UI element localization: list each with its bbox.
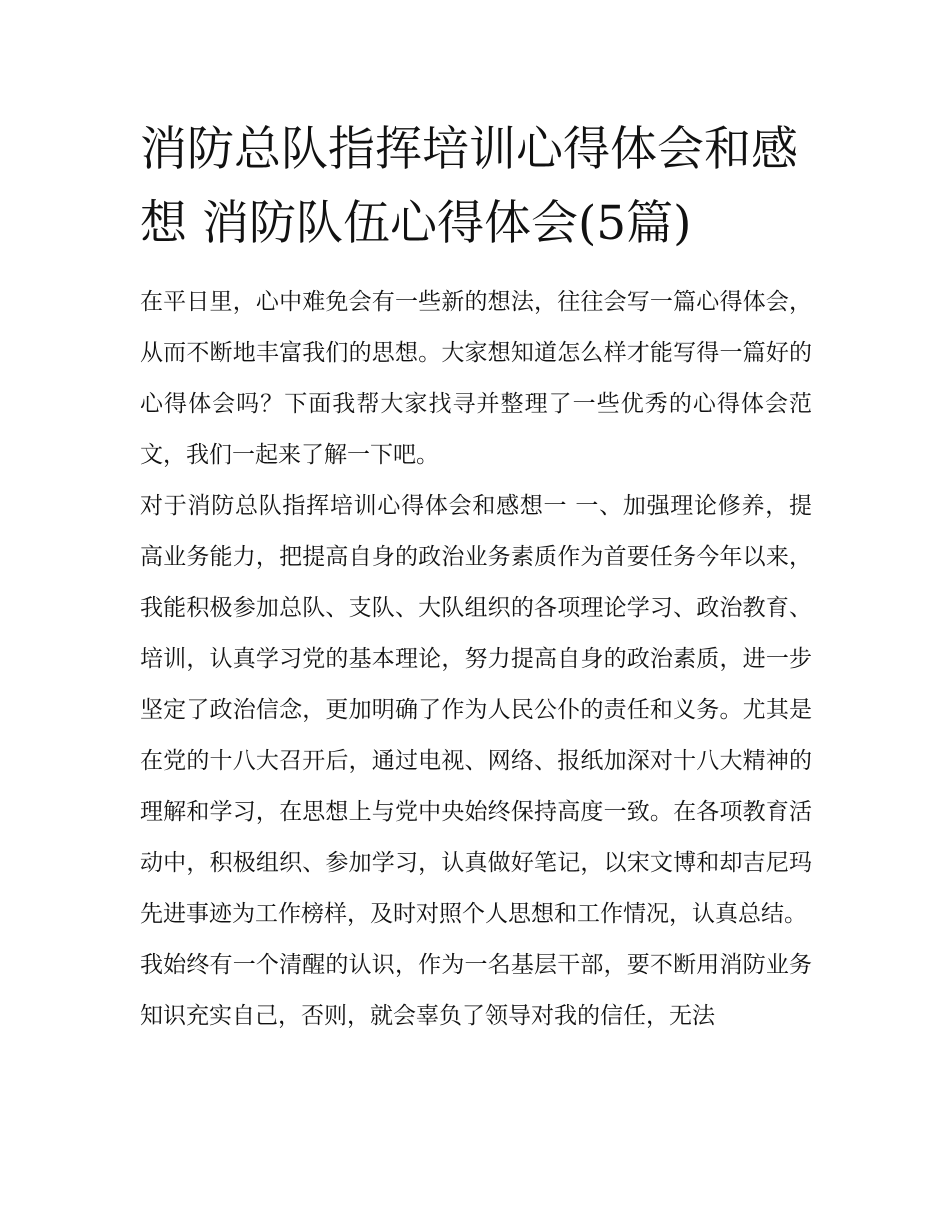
document-content — [140, 113, 812, 1042]
paragraph-continuation: 我始终有一个清醒的认识，作为一名基层干部，要不断用消防业务知识充实自己，否则，就会辜负了领导对我的信任，无法 — [140, 952, 812, 1029]
document-title: 消防总队指挥培训心得体会和感想 消防队伍心得体会(5篇) — [140, 122, 798, 251]
document-body — [140, 277, 812, 1042]
paragraph-intro: 在平日里，心中难免会有一些新的想法，往往会写一篇心得体会，从而不断地丰富我们的思想。大家想知道怎么样才能写得一篇好的心得体会吗？下面我帮大家找寻并整理了一些优秀的心得体会范文，我们一起来了解一下吧。 — [140, 289, 812, 468]
paragraph-section-one: 对于消防总队指挥培训心得体会和感想一 一、加强理论修养，提高业务能力，把提高自身的政治业务素质作为首要任务今年以来，我能积极参加总队、支队、大队组织的各项理论学习、政治教育、培训，认真学习党的基本理论，努力提高自身的政治素质，进一步坚定了政治信念，更加明确了作为人民公仆的责任和义务。尤其是在党的十八大召开后，通过电视、网络、报纸加深对十八大精神的理解和学习，在思想上与党中央始终保持高度一致。在各项教育活动中，积极组织、参加学习，认真做好笔记，以宋文博和却吉尼玛先进事迹为工作榜样，及时对照个人思想和工作情况，认真总结。 — [140, 493, 812, 927]
